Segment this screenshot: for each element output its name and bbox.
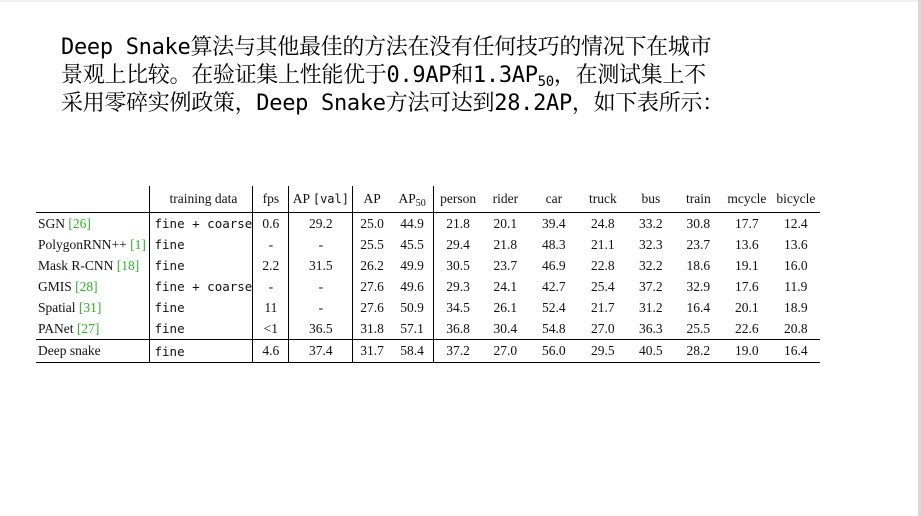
train-cell: 25.5	[686, 320, 711, 336]
ap50-cell: 57.1	[391, 318, 434, 340]
citation-link[interactable]: [26]	[68, 215, 91, 231]
ap-val-cell: -	[289, 276, 353, 297]
mcycle-cell: 22.6	[735, 320, 759, 336]
car-cell: 46.9	[542, 257, 566, 273]
header-person: person	[434, 186, 482, 213]
train-cell: 28.2	[675, 340, 722, 363]
rider-cell: 30.4	[493, 320, 518, 336]
training-data-cell: fine + coarse	[149, 276, 253, 297]
table-row-panet	[36, 318, 820, 340]
training-data-cell: fine	[149, 255, 253, 276]
bus-cell: 36.3	[639, 320, 663, 336]
training-data-cell: fine + coarse	[149, 213, 253, 235]
intro-line-3: 采用零碎实例政策，Deep Snake方法可达到28.2AP，如下表所示：	[61, 91, 724, 116]
person-cell: 29.4	[446, 236, 470, 252]
ap50-cell: 49.6	[391, 276, 434, 297]
training-data-cell: fine	[149, 318, 253, 340]
method-cell	[36, 213, 149, 235]
bicycle-cell: 18.9	[784, 299, 808, 315]
car-cell: 54.8	[542, 320, 566, 336]
header-training-data: training data	[149, 186, 253, 213]
intro-line-2	[61, 62, 851, 90]
header-train: train	[675, 186, 722, 213]
ap50-cell: 45.5	[391, 234, 434, 255]
bicycle-cell: 13.6	[784, 236, 808, 252]
method-cell	[36, 234, 149, 255]
intro-line-2-start: 景观上比较。在验证集上性能优于0.9AP和1.3AP	[61, 63, 538, 88]
method-name: Mask R-CNN	[38, 257, 117, 273]
mcycle-cell: 13.6	[735, 236, 759, 252]
fps-cell: <1	[253, 318, 289, 340]
rider-cell: 21.8	[493, 236, 518, 252]
header-method	[36, 186, 149, 213]
ap-cell: 27.6	[360, 278, 384, 294]
ap50-cell: 50.9	[391, 297, 434, 318]
ap-cell: 27.6	[360, 299, 384, 315]
method-cell	[36, 255, 149, 276]
fps-cell: 0.6	[253, 213, 289, 235]
bus-cell: 32.3	[639, 236, 663, 252]
train-cell: 32.9	[686, 278, 711, 294]
bicycle-cell: 12.4	[784, 215, 808, 231]
rider-cell: 23.7	[493, 257, 518, 273]
method-name: PANet	[38, 320, 77, 336]
rider-cell: 24.1	[493, 278, 518, 294]
header-ap50-base: AP	[398, 191, 416, 206]
train-cell: 16.4	[686, 299, 711, 315]
fps-cell: 4.6	[253, 340, 289, 363]
training-data-cell: fine	[149, 340, 253, 363]
header-ap-val-tag: [val]	[312, 192, 349, 206]
citation-link[interactable]: [31]	[78, 299, 102, 315]
method-cell	[36, 297, 149, 318]
table-row-spatial	[36, 297, 820, 318]
bus-cell: 31.2	[639, 299, 663, 315]
table-row-sgn	[36, 213, 820, 235]
car-cell: 42.7	[542, 278, 566, 294]
bicycle-cell: 16.0	[784, 257, 808, 273]
header-row	[36, 186, 820, 213]
ap-val-cell: -	[289, 234, 353, 255]
header-car: car	[529, 186, 579, 213]
training-data-cell: fine	[149, 297, 253, 318]
bicycle-cell: 16.4	[772, 340, 820, 363]
fps-cell: 11	[253, 297, 289, 318]
header-rider: rider	[482, 186, 529, 213]
ap-val-cell: 31.5	[289, 255, 353, 276]
intro-line-1: Deep Snake算法与其他最佳的方法在没有任何技巧的情况下在城市	[61, 35, 712, 60]
header-mcycle: mcycle	[722, 186, 772, 213]
car-cell: 56.0	[529, 340, 579, 363]
train-cell: 18.6	[686, 257, 711, 273]
train-cell: 30.8	[686, 215, 711, 231]
train-cell: 23.7	[686, 236, 711, 252]
table-row-deep-snake	[36, 340, 820, 363]
intro-paragraph	[61, 34, 851, 118]
citation-link[interactable]: [27]	[76, 320, 100, 336]
mcycle-cell: 17.7	[735, 215, 759, 231]
person-cell: 37.2	[434, 340, 482, 363]
ap-val-cell: -	[289, 297, 353, 318]
method-name: GMIS	[38, 278, 76, 294]
table-row-gmis	[36, 276, 820, 297]
ap-cell: 31.7	[353, 340, 391, 363]
table-row-mask-rcnn	[36, 255, 820, 276]
ap-cell: 31.8	[360, 320, 384, 336]
training-data-cell: fine	[149, 234, 253, 255]
truck-cell: 29.5	[579, 340, 627, 363]
header-bus: bus	[627, 186, 675, 213]
method-name: Spatial	[38, 299, 79, 315]
car-cell: 48.3	[542, 236, 566, 252]
truck-cell: 22.8	[591, 257, 615, 273]
citation-link[interactable]: [18]	[116, 257, 140, 273]
method-cell	[36, 340, 149, 363]
bicycle-cell: 11.9	[784, 278, 808, 294]
ap50-cell: 44.9	[391, 213, 434, 235]
method-name: SGN	[38, 215, 69, 231]
person-cell: 21.8	[446, 215, 470, 231]
truck-cell: 27.0	[591, 320, 615, 336]
ap-val-cell: 36.5	[289, 318, 353, 340]
rider-cell: 20.1	[493, 215, 518, 231]
fps-cell: 2.2	[253, 255, 289, 276]
bus-cell: 37.2	[639, 278, 663, 294]
ap-cell: 25.0	[360, 215, 384, 231]
results-table	[36, 186, 820, 363]
ap50-cell: 58.4	[391, 340, 434, 363]
person-cell: 36.8	[446, 320, 470, 336]
table-row-polygonrnn	[36, 234, 820, 255]
truck-cell: 21.1	[591, 236, 615, 252]
car-cell: 52.4	[542, 299, 566, 315]
bus-cell: 40.5	[627, 340, 675, 363]
mcycle-cell: 20.1	[735, 299, 759, 315]
car-cell: 39.4	[542, 215, 566, 231]
method-name: PolygonRNN++	[38, 236, 131, 252]
header-ap-val	[289, 186, 353, 213]
mcycle-cell: 19.1	[735, 257, 759, 273]
rider-cell: 26.1	[493, 299, 518, 315]
fps-cell: -	[253, 276, 289, 297]
bicycle-cell: 20.8	[784, 320, 808, 336]
header-truck: truck	[579, 186, 627, 213]
slide-top-edge	[0, 0, 921, 2]
mcycle-cell: 19.0	[722, 340, 772, 363]
mcycle-cell: 17.6	[735, 278, 759, 294]
truck-cell: 21.7	[591, 299, 615, 315]
citation-link[interactable]: [28]	[75, 278, 98, 294]
person-cell: 29.3	[446, 278, 470, 294]
ap-val-cell: 29.2	[289, 213, 353, 235]
ap-cell: 26.2	[360, 257, 384, 273]
header-ap: AP	[353, 186, 391, 213]
header-ap50-sub: 50	[415, 198, 426, 209]
header-ap-val-prefix: AP	[292, 191, 313, 206]
citation-link[interactable]: [1]	[130, 236, 146, 252]
method-cell	[36, 318, 149, 340]
truck-cell: 24.8	[591, 215, 615, 231]
header-fps: fps	[253, 186, 289, 213]
ap50-cell: 49.9	[391, 255, 434, 276]
ap50-subscript: 50	[537, 74, 554, 90]
intro-line-2-end: ，在测试集上不	[553, 63, 706, 88]
bus-cell: 32.2	[639, 257, 663, 273]
person-cell: 30.5	[446, 257, 470, 273]
header-bicycle: bicycle	[772, 186, 820, 213]
header-ap50	[391, 186, 434, 213]
truck-cell: 25.4	[591, 278, 615, 294]
ap-val-cell: 37.4	[289, 340, 353, 363]
method-cell	[36, 276, 149, 297]
rider-cell: 27.0	[482, 340, 529, 363]
method-name: Deep snake	[38, 343, 101, 358]
ap-cell: 25.5	[360, 236, 384, 252]
fps-cell: -	[253, 234, 289, 255]
bus-cell: 33.2	[639, 215, 663, 231]
person-cell: 34.5	[446, 299, 470, 315]
